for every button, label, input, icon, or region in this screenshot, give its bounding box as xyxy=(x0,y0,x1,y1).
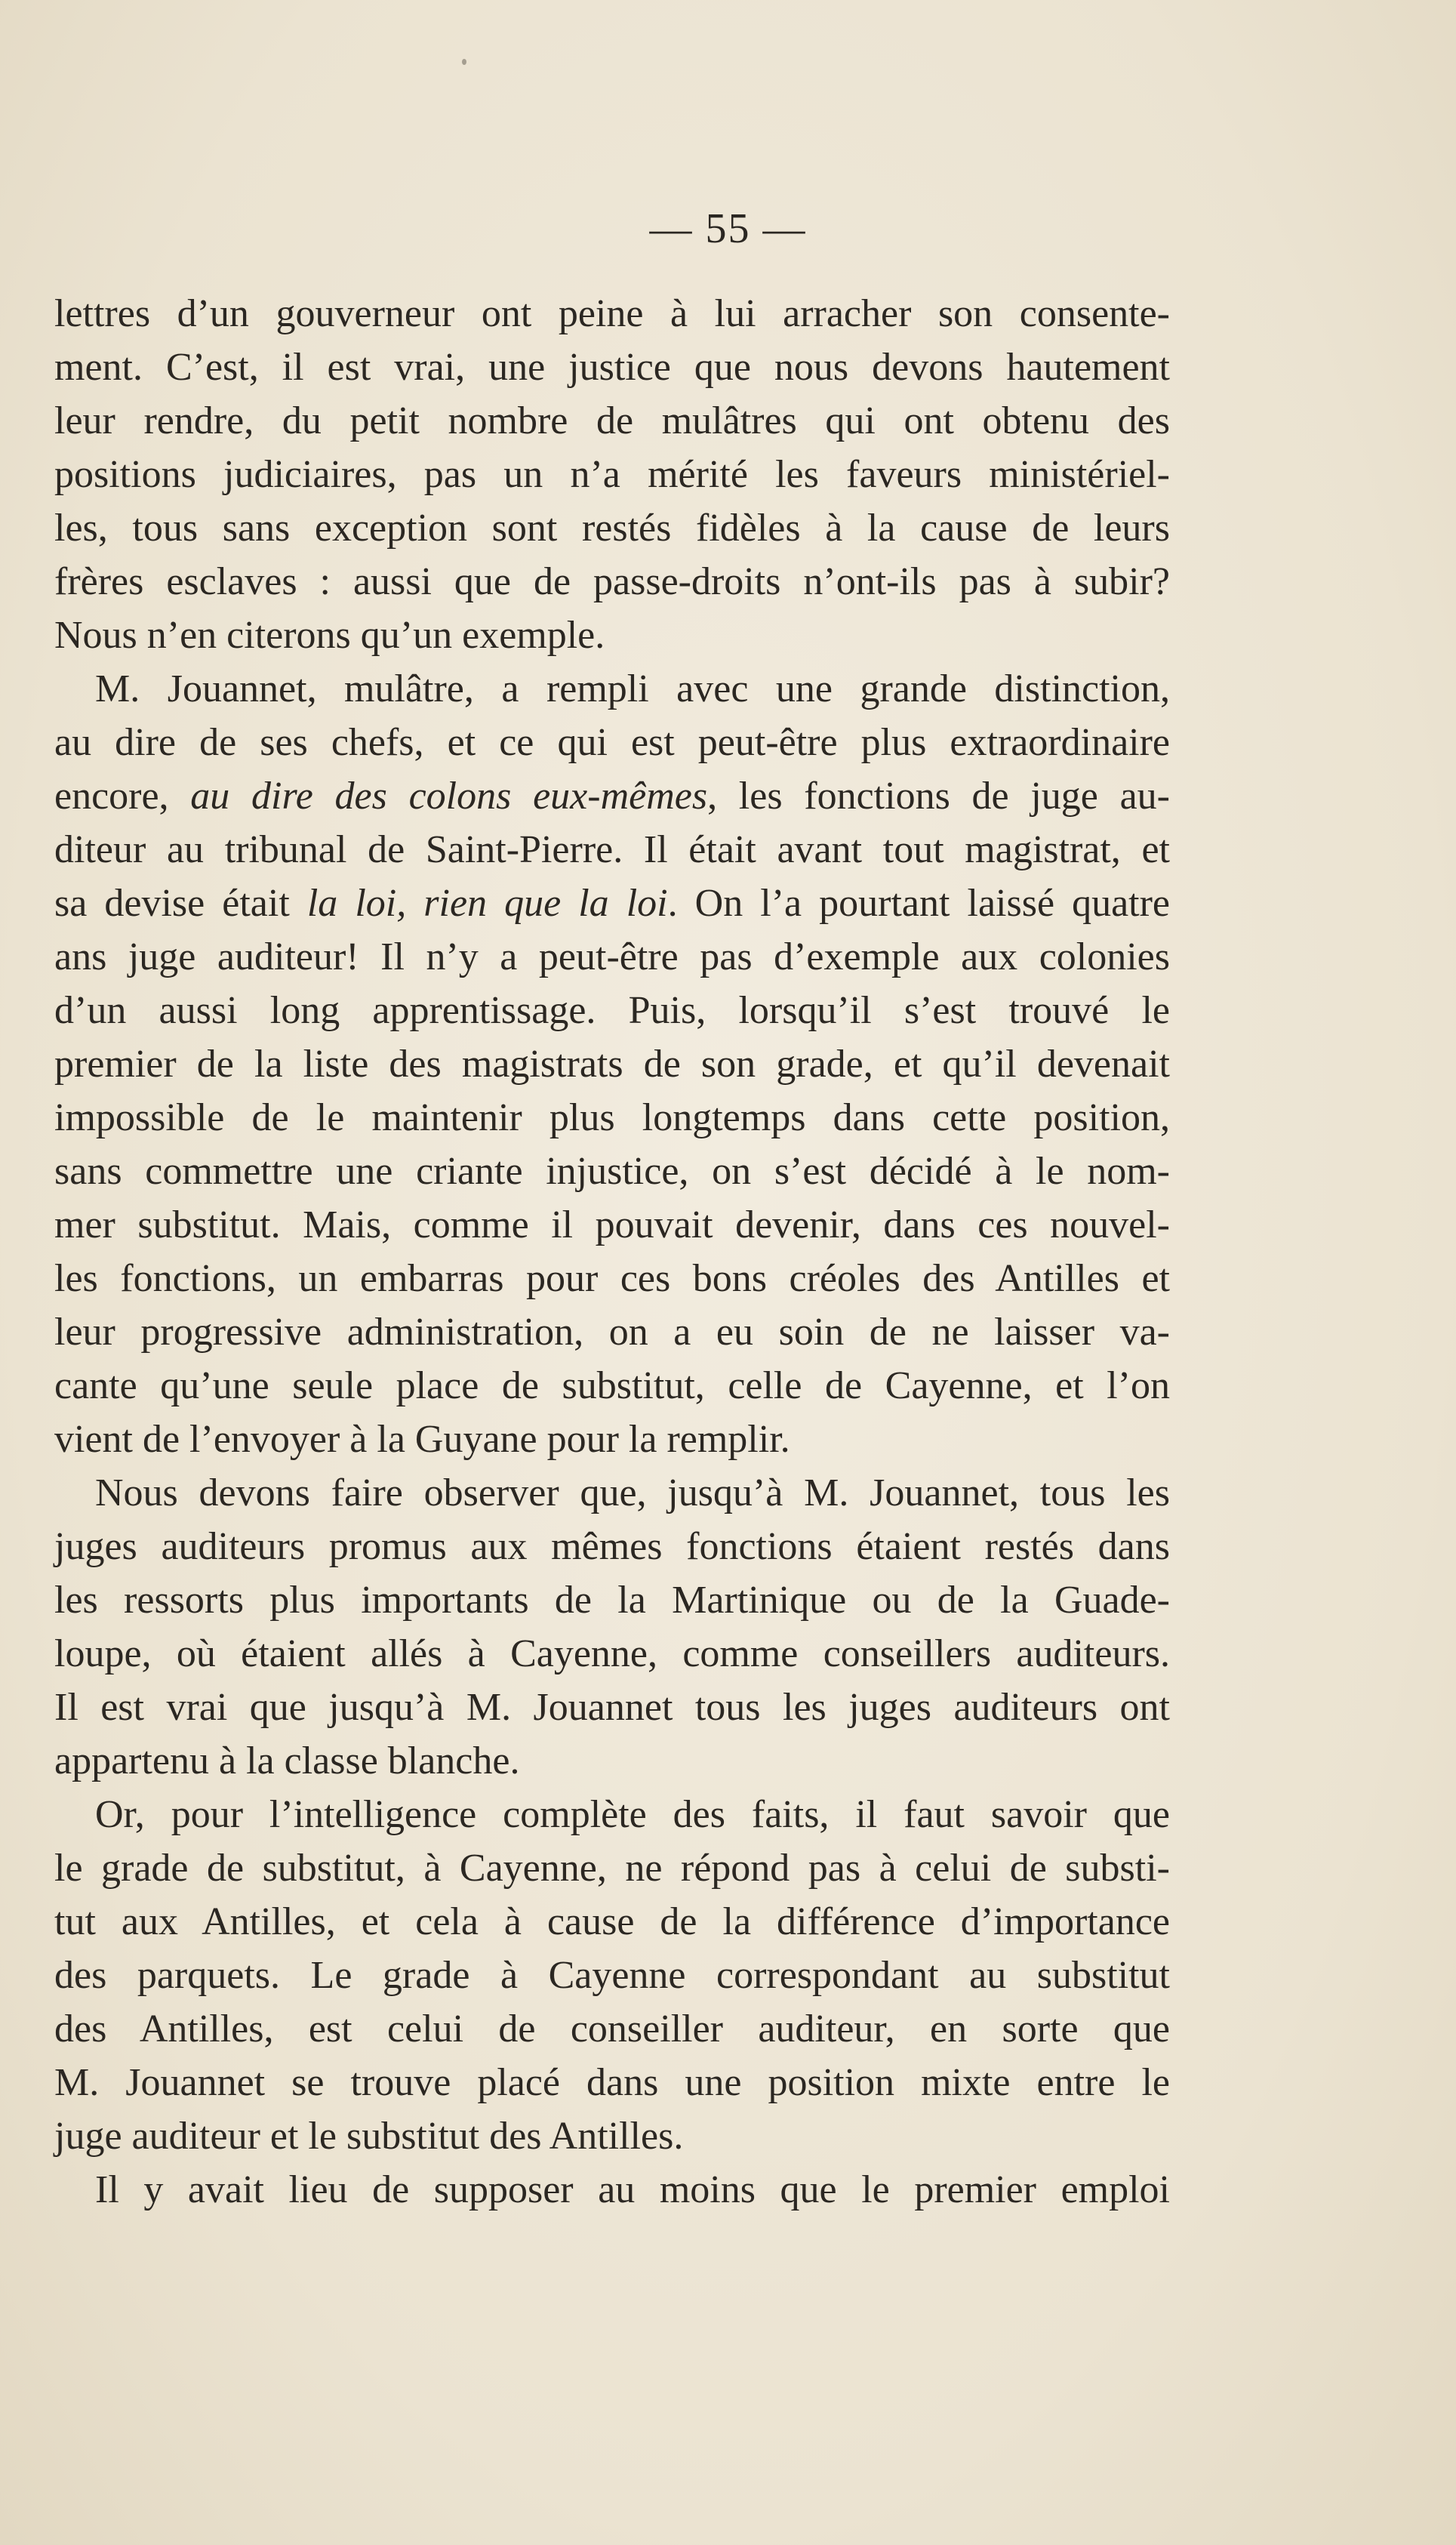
text-line xyxy=(54,769,1170,823)
text-segment: les ressorts plus importants de la Martinique ou de la Guade- xyxy=(54,1579,1170,1622)
text-line xyxy=(54,1949,1170,2002)
text-line xyxy=(54,930,1170,984)
text-line xyxy=(54,1627,1170,1681)
text-line xyxy=(54,2002,1170,2056)
text-line xyxy=(54,984,1170,1037)
text-segment: Nous devons faire observer que, jusqu’à M. Jouannet, tous les xyxy=(95,1471,1170,1514)
text-line xyxy=(54,2163,1170,2217)
text-segment: positions judiciaires, pas un n’a mérité les faveurs ministériel- xyxy=(54,453,1170,496)
text-line xyxy=(54,716,1170,769)
text-line xyxy=(54,1573,1170,1627)
italic-phrase: la loi, rien que la loi xyxy=(306,882,668,925)
text-segment: . On l’a pourtant laissé quatre xyxy=(667,882,1171,925)
text-segment: appartenu à la classe blanche. xyxy=(54,1739,520,1782)
text-segment: leur rendre, du petit nombre de mulâtres qui ont obtenu des xyxy=(54,399,1170,442)
text-segment: premier de la liste des magistrats de son grade, et qu’il devenait xyxy=(54,1043,1170,1086)
text-segment: vient de l’envoyer à la Guyane pour la remplir. xyxy=(54,1418,790,1461)
text-segment: au dire de ses chefs, et ce qui est peut-être plus extraordinaire xyxy=(54,721,1170,764)
text-line xyxy=(54,1466,1170,1520)
text-line xyxy=(54,287,1170,340)
text-line xyxy=(54,1145,1170,1198)
text-segment: mer substitut. Mais, comme il pouvait devenir, dans ces nouvel- xyxy=(54,1203,1170,1246)
text-line xyxy=(54,1037,1170,1091)
text-segment: loupe, où étaient allés à Cayenne, comme conseillers auditeurs. xyxy=(54,1632,1170,1675)
text-segment: sa devise était xyxy=(54,882,307,925)
text-line xyxy=(54,555,1170,609)
text-segment: , les fonctions de juge au- xyxy=(707,775,1170,818)
text-line xyxy=(54,1198,1170,1252)
text-line xyxy=(54,448,1170,501)
body-text xyxy=(54,287,1170,2217)
text-segment: cante qu’une seule place de substitut, celle de Cayenne, et l’on xyxy=(54,1364,1170,1407)
text-line xyxy=(54,2056,1170,2109)
text-segment: le grade de substitut, à Cayenne, ne répond pas à celui de substi- xyxy=(54,1847,1170,1890)
text-segment: encore, xyxy=(54,775,191,818)
text-line xyxy=(54,340,1170,394)
text-segment: Il est vrai que jusqu’à M. Jouannet tous les juges auditeurs ont xyxy=(54,1686,1170,1729)
text-line xyxy=(54,1413,1170,1466)
text-line xyxy=(54,1841,1170,1895)
text-line xyxy=(54,823,1170,877)
text-line xyxy=(54,501,1170,555)
text-segment: M. Jouannet, mulâtre, a rempli avec une grande distinction, xyxy=(95,667,1170,710)
print-speck xyxy=(462,59,466,65)
text-line xyxy=(54,1681,1170,1734)
text-segment: les, tous sans exception sont restés fidèles à la cause de leurs xyxy=(54,507,1170,550)
text-line xyxy=(54,1895,1170,1949)
text-line xyxy=(54,1520,1170,1573)
text-segment: ans juge auditeur! Il n’y a peut-être pas d’exemple aux colonies xyxy=(54,935,1170,978)
text-segment: tut aux Antilles, et cela à cause de la différence d’importance xyxy=(54,1900,1170,1943)
text-segment: ment. C’est, il est vrai, une justice que nous devons hautement xyxy=(54,346,1170,389)
text-segment: juges auditeurs promus aux mêmes fonctions étaient restés dans xyxy=(54,1525,1170,1568)
text-line xyxy=(54,1359,1170,1413)
text-segment: impossible de le maintenir plus longtemps dans cette position, xyxy=(54,1096,1170,1139)
text-segment: frères esclaves : aussi que de passe-droits n’ont-ils pas à subir? xyxy=(54,560,1170,603)
text-segment: des parquets. Le grade à Cayenne correspondant au substitut xyxy=(54,1954,1170,1997)
text-segment: Or, pour l’intelligence complète des faits, il faut savoir que xyxy=(95,1793,1170,1836)
text-line xyxy=(54,609,1170,662)
page-number: — 55 — xyxy=(649,205,807,252)
text-segment: des Antilles, est celui de conseiller auditeur, en sorte que xyxy=(54,2007,1170,2050)
text-line xyxy=(54,1788,1170,1841)
text-segment: Il y avait lieu de supposer au moins que le premier emploi xyxy=(95,2168,1170,2211)
text-line xyxy=(54,1305,1170,1359)
text-segment: leur progressive administration, on a eu soin de ne laisser va- xyxy=(54,1311,1170,1354)
text-line xyxy=(54,394,1170,448)
text-segment: juge auditeur et le substitut des Antilles. xyxy=(54,2115,684,2158)
text-line xyxy=(54,662,1170,716)
text-segment: diteur au tribunal de Saint-Pierre. Il était avant tout magistrat, et xyxy=(54,828,1170,871)
text-line xyxy=(54,1252,1170,1305)
text-segment: sans commettre une criante injustice, on s’est décidé à le nom- xyxy=(54,1150,1170,1193)
italic-phrase: au dire des colons eux-mêmes xyxy=(190,775,708,818)
text-segment: Nous n’en citerons qu’un exemple. xyxy=(54,614,605,657)
text-segment: lettres d’un gouverneur ont peine à lui arracher son consente- xyxy=(54,292,1170,335)
text-segment: les fonctions, un embarras pour ces bons créoles des Antilles et xyxy=(54,1257,1170,1300)
text-segment: M. Jouannet se trouve placé dans une position mixte entre le xyxy=(54,2061,1170,2104)
text-line xyxy=(54,877,1170,930)
text-line xyxy=(54,1091,1170,1145)
text-line xyxy=(54,1734,1170,1788)
text-segment: d’un aussi long apprentissage. Puis, lorsqu’il s’est trouvé le xyxy=(54,989,1170,1032)
text-line xyxy=(54,2109,1170,2163)
